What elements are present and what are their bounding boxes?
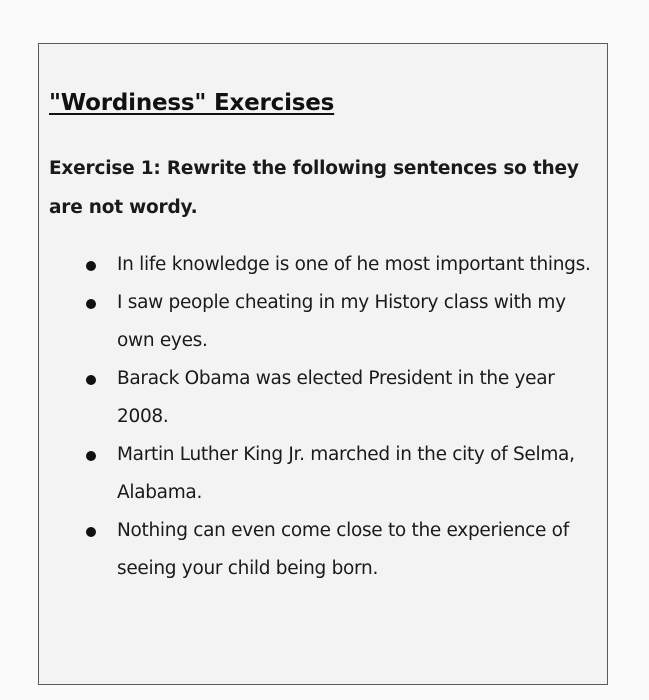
page-title: "Wordiness" Exercises bbox=[49, 90, 335, 116]
bullet-icon bbox=[86, 451, 96, 461]
list-item bbox=[86, 512, 591, 588]
bullet-icon bbox=[86, 299, 96, 309]
sentence-text: Barack Obama was elected President in the year 2008. bbox=[117, 368, 555, 427]
bullet-icon bbox=[86, 261, 96, 271]
sentence-text: I saw people cheating in my History class with my own eyes. bbox=[117, 292, 566, 351]
list-item bbox=[86, 436, 591, 512]
sentence-text: In life knowledge is one of he most important things. bbox=[117, 254, 591, 275]
exercise-sheet bbox=[38, 43, 608, 685]
exercise-instructions: Exercise 1: Rewrite the following sentences so they are not wordy. bbox=[49, 158, 579, 218]
sentence-text: Nothing can even come close to the experience of seeing your child being born. bbox=[117, 520, 569, 579]
list-item bbox=[86, 284, 591, 360]
bullet-icon bbox=[86, 527, 96, 537]
list-item bbox=[86, 246, 591, 284]
sentence-text: Martin Luther King Jr. marched in the city of Selma, Alabama. bbox=[117, 444, 575, 503]
bullet-icon bbox=[86, 375, 96, 385]
sentence-list bbox=[86, 246, 591, 588]
list-item bbox=[86, 360, 591, 436]
